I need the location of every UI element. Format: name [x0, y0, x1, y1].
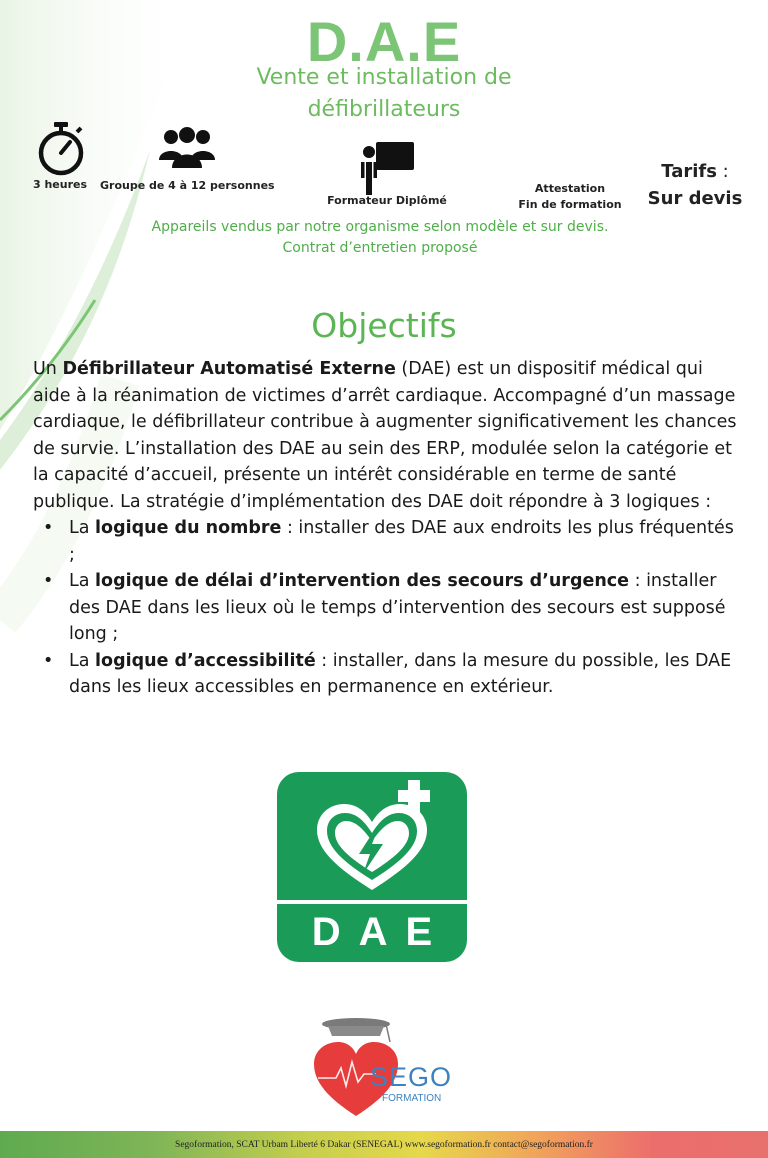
tarifs: Tarifs : Sur devis: [647, 161, 743, 209]
list-item: • La logique d’accessibilité : installer, dans la mesure du possible, les DAE dans les lieux accessibles en permanence en extérieur.: [33, 648, 743, 701]
brand-name: SEGO: [370, 1062, 453, 1092]
sego-logo: [306, 1012, 466, 1122]
footer-text: Segoformation, SCAT Urbam Liberté 6 Dakar (SENEGAL) www.segoformation.fr contact@segoformation.fr: [175, 1140, 593, 1150]
intro-paragraph: Un Défibrillateur Automatisé Externe (DAE) est un dispositif médical qui aide à la réanimation de victimes d’arrêt cardiaque. Accompagné d’un massage cardiaque, le défibrillateur contribue à augmenter significativement les chances de survie. L’installation des DAE au sein des ERP, modulée selon la catégorie et la capacité d’accueil, présente un intérêt considérable en terme de santé publique. La stratégie d’implémentation des DAE doit répondre à 3 logiques :: [33, 359, 737, 512]
trainer-icon: [356, 140, 416, 196]
sales-note: Appareils vendus par notre organisme selon modèle et sur devis.: [151, 219, 609, 235]
objectifs-heading: Objectifs: [311, 306, 457, 345]
logiques-list: [33, 515, 743, 701]
graduation-cap-icon: [322, 1018, 390, 1042]
certificate-label: Attestation Fin de formation: [518, 182, 622, 211]
group-icon: [158, 126, 216, 170]
stopwatch-icon: [36, 120, 86, 176]
list-item: • La logique de délai d’intervention des secours d’urgence : installer des DAE dans les lieux où le temps d’intervention des secours est supposé long ;: [33, 568, 743, 648]
brand-sub: FORMATION: [382, 1093, 442, 1104]
page-title: D.A.E: [306, 10, 462, 73]
duration-label: 3 heures: [32, 178, 88, 191]
page-subtitle: Vente et installation de défibrillateurs: [256, 65, 512, 122]
dae-logo: [277, 772, 467, 966]
group-label: Groupe de 4 à 12 personnes: [100, 179, 275, 192]
objectifs-body: [33, 356, 743, 701]
list-item: • La logique du nombre : installer des DAE aux endroits les plus fréquentés ;: [33, 515, 743, 568]
dae-logo-text: DAE: [311, 910, 451, 954]
maintenance-note: Contrat d’entretien proposé: [282, 240, 478, 256]
trainer-label: Formateur Diplômé: [327, 194, 447, 207]
